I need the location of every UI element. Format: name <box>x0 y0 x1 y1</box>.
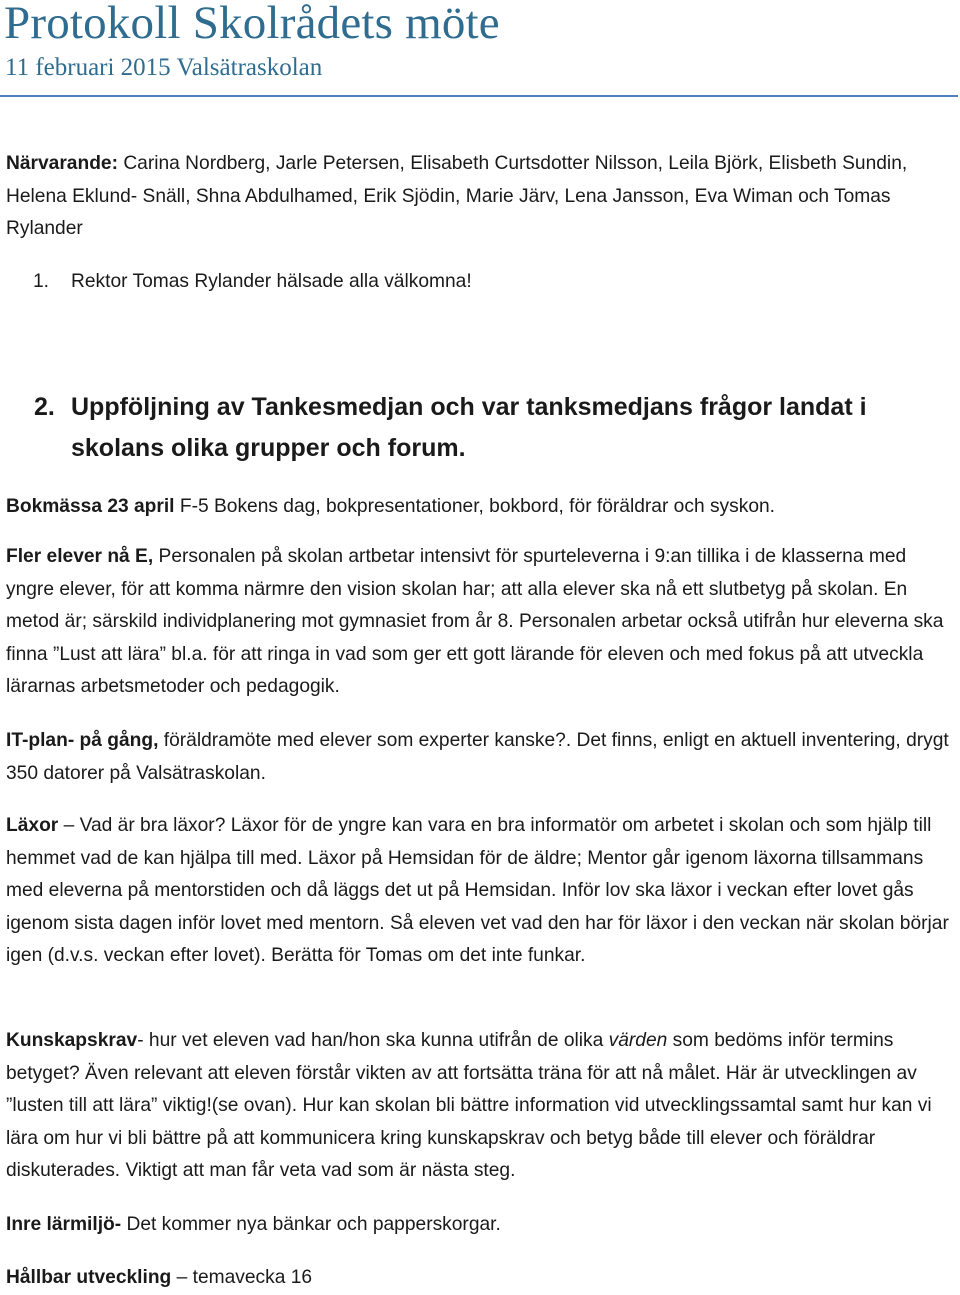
bokmassa-paragraph <box>6 491 951 524</box>
kunskapskrav-emphasis: värden <box>608 1030 668 1051</box>
it-plan-text: föräldramöte med elever som experter kanske?. Det finns, enligt en aktuell inventering, drygt 350 datorer på Valsätraskolan. <box>6 730 949 784</box>
agenda-item-2-number: 2. <box>34 393 55 421</box>
fler-elever-label: Fler elever nå E, <box>6 546 154 567</box>
bokmassa-text: F-5 Bokens dag, bokpresentationer, bokbord, för föräldrar och syskon. <box>174 496 776 517</box>
attendance-text: Carina Nordberg, Jarle Petersen, Elisabeth Curtsdotter Nilsson, Leila Björk, Elisbeth Sundin, Helena Eklund- Snäll, Shna Abdulhamed, Erik Sjödin, Marie Järv, Lena Jansson, Eva Wiman och Tomas Rylander <box>6 153 908 239</box>
agenda-item-1-number: 1. <box>33 271 50 292</box>
hallbar-label: Hållbar utveckling <box>6 1267 172 1288</box>
it-plan-label: IT-plan- på gång, <box>6 730 159 751</box>
inre-larmiljo-text: Det kommer nya bänkar och papperskorgar. <box>121 1214 501 1235</box>
agenda-item-2-heading: Uppföljning av Tankesmedjan och var tanksmedjans frågor landat i skolans olika grupper och forum. <box>71 393 867 462</box>
attendance-label: Närvarande: <box>6 153 118 174</box>
inre-larmiljo-paragraph <box>6 1209 951 1242</box>
bokmassa-label: Bokmässa 23 april <box>6 496 175 517</box>
page-title: Protokoll Skolrådets möte <box>4 0 500 49</box>
agenda-item-1-text: Rektor Tomas Rylander hälsade alla välkomna! <box>71 271 472 292</box>
kunskapskrav-text-before: - hur vet eleven vad han/hon ska kunna utifrån de olika <box>137 1030 609 1051</box>
kunskapskrav-text-after: som bedöms inför termins betyget? Även relevant att eleven förstår vikten av att fortsätta träna för att nå målet. Här är utvecklingen av ”lusten till att lära” viktig!(se ovan). Hur kan skolan bli bättre information vid utvecklingssamtal samt hur kan vi lära om hur vi bli bättre på att kommunicera kring kunskapskrav och betyg både till elever och föräldrar diskuterades. Viktigt att man får veta vad som är nästa steg. <box>6 1030 932 1181</box>
attendance-paragraph <box>6 148 951 246</box>
hallbar-text: – temavecka 16 <box>171 1267 313 1288</box>
fler-elever-text: Personalen på skolan artbetar intensivt för spurteleverna i 9:an tillika i de klasserna med yngre elever, för att komma närmre den vision skolan har; att alla elever ska nå ett slutbetyg på skolan. En metod är; särskild individplanering mot gymnasiet from år 8. Personalen arbetar också utifrån hur eleverna ska finna ”Lust att lära” bl.a. för att ringa in vad som ger ett gott lärande för eleven och med fokus på att utveckla lärarnas arbetsmetoder och pedagogik. <box>6 546 944 697</box>
laxor-text: – Vad är bra läxor? Läxor för de yngre kan vara en bra informatör om arbetet i skolan och som hjälp till hemmet vad de kan hjälpa till med. Läxor på Hemsidan för de äldre; Mentor går igenom läxorna tillsammans med eleverna på mentorstiden och då läggs det ut på Hemsidan. Inför lov ska läxor i veckan efter lovet gås igenom sista dagen inför lovet med mentorn. Så eleven vet vad den har för läxor i den veckan när skolan börjar igen (d.v.s. veckan efter lovet). Berätta för Tomas om det inte funkar. <box>6 815 949 966</box>
inre-larmiljo-label: Inre lärmiljö- <box>6 1214 122 1235</box>
page-subtitle: 11 februari 2015 Valsätraskolan <box>5 54 323 81</box>
title-underline <box>0 95 958 97</box>
laxor-label: Läxor <box>6 815 59 836</box>
fler-elever-paragraph <box>6 541 951 704</box>
kunskapskrav-paragraph <box>6 1025 951 1188</box>
hallbar-paragraph <box>6 1262 951 1295</box>
kunskapskrav-label: Kunskapskrav <box>6 1030 138 1051</box>
agenda-item-1 <box>33 266 472 298</box>
agenda-item-2 <box>34 387 934 469</box>
laxor-paragraph <box>6 810 951 973</box>
it-plan-paragraph <box>6 725 951 790</box>
